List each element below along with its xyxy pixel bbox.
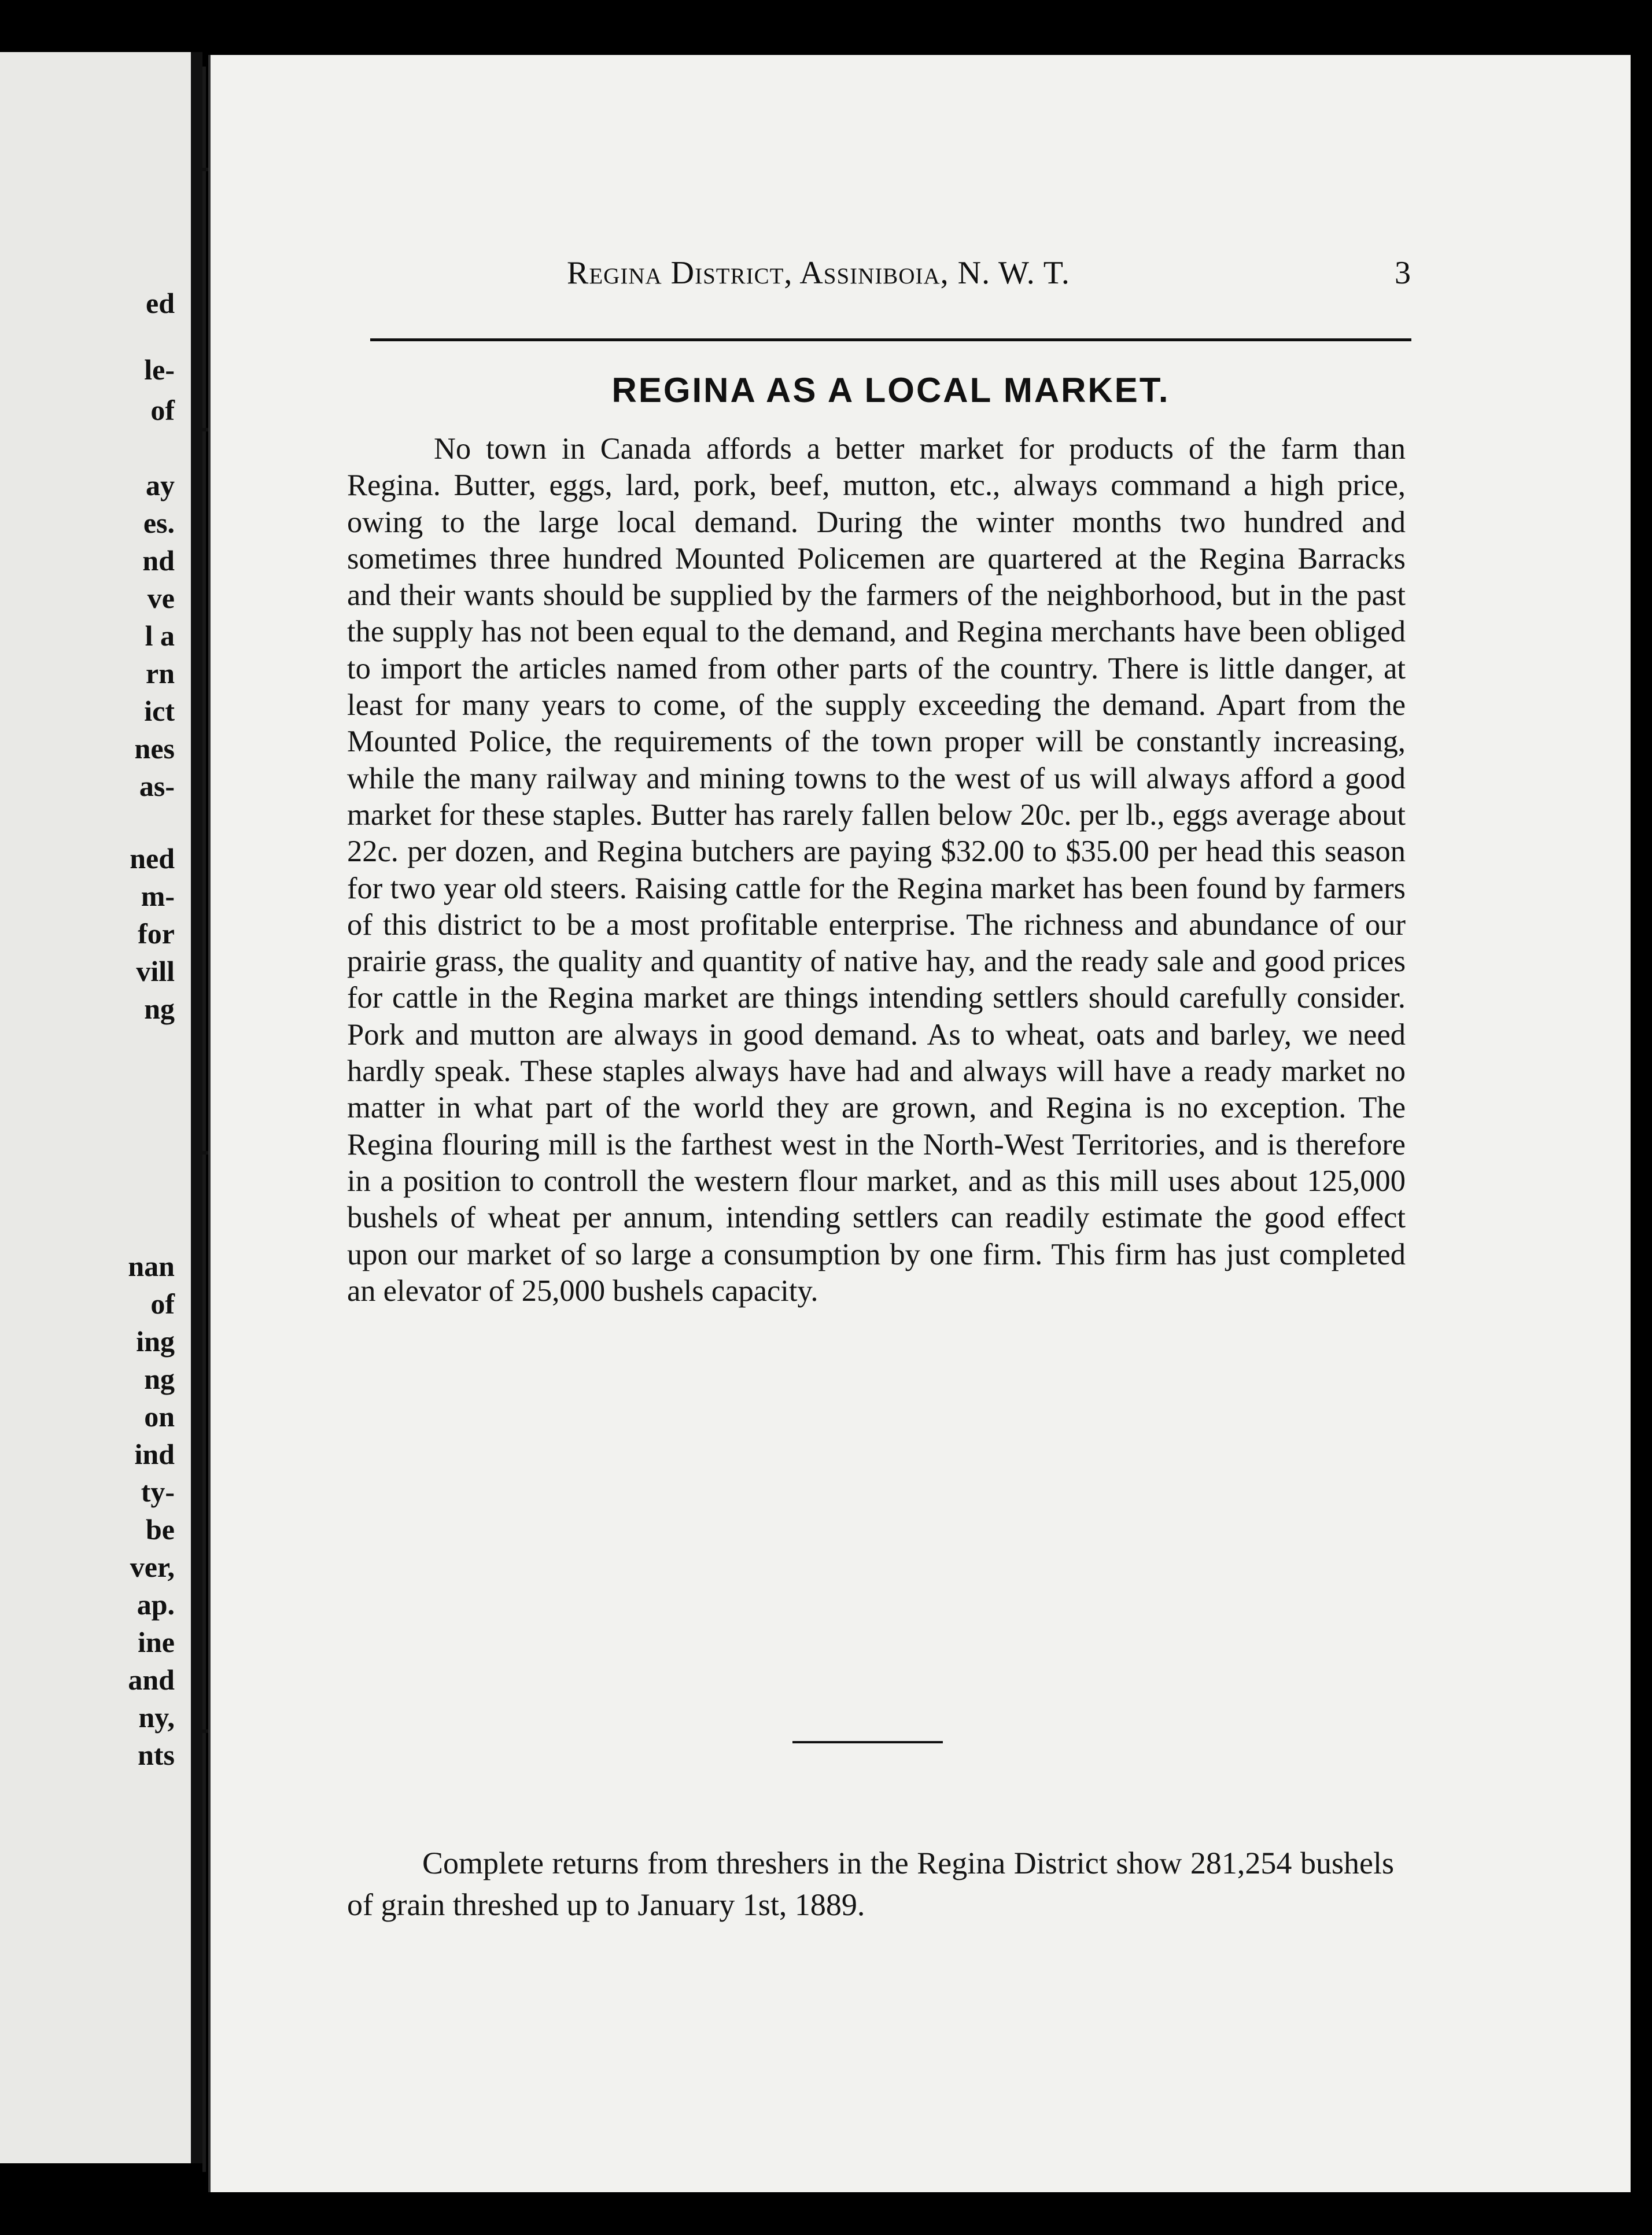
facing-page-fragment: ay — [146, 469, 175, 501]
facing-page-fragment: ng — [144, 1363, 175, 1395]
facing-page-fragment: nd — [142, 544, 175, 577]
facing-page-fragment: ed — [146, 287, 175, 319]
header-rule — [370, 338, 1411, 341]
facing-page-fragment: ine — [138, 1626, 175, 1658]
facing-page-fragment: nes — [134, 732, 175, 765]
facing-page-fragment: m- — [141, 880, 175, 912]
facing-page-fragment: ap. — [137, 1588, 175, 1621]
facing-page-fragment: on — [144, 1400, 175, 1433]
facing-page-fragment: ned — [130, 842, 175, 875]
facing-page-fragment: as- — [139, 770, 175, 802]
facing-page-edge — [0, 52, 191, 2163]
facing-page-fragment: ty- — [141, 1476, 175, 1508]
facing-page-fragment: ver, — [130, 1551, 175, 1583]
body-paragraph: No town in Canada affords a better market for products of the farm than Regina. Butter, eggs, lard, pork, beef, mutton, etc., always command a high price, owing to the large local demand. During the winter months two hundred and sometimes three hundred Mounted Policemen are quartered at the Regina Barracks and their wants should be supplied by the farmers of the neighborhood, but in the past the supply has not been equal to the demand, and Regina merchants have been obliged to import the articles named from other parts of the country. There is little danger, at least for many years to come, of the supply exceeding the demand. Apart from the Mounted Police, the requirements of the town proper will be constantly increasing, while the many railway and mining towns to the west of us will always afford a good market for these staples. Butter has rarely fallen below 20c. per lb., eggs average about 22c. per dozen, and Regina butchers are paying $32.00 to $35.00 per head this season for two year old steers. Raising cattle for the Regina market has been found by farmers of this district to be a most profitable enterprise. The richness and abundance of our prairie grass, the quality and quantity of native hay, and the ready sale and good prices for cattle in the Regina market are things intending settlers should carefully consider. Pork and mutton are always in good demand. As to wheat, oats and barley, we need hardly speak. These staples always have had and always will have a ready market no matter in what part of the world they are grown, and Regina is no exception. The Regina flouring mill is the farthest west in the North-West Territories, and is therefore in a position to controll the western flour market, and as this mill uses about 125,000 bushels of wheat per annum, intending settlers can readily estimate the good effect upon our market of so large a consumption by one firm. This firm has just completed an elevator of 25,000 bushels capacity. — [347, 432, 1406, 1308]
footnote-paragraph: Complete returns from threshers in the Regina District show 281,254 bushels of grain threshed up to January 1st, 1889. — [347, 1846, 1394, 1922]
facing-page-fragment: l a — [145, 619, 175, 652]
separator-rule — [792, 1741, 943, 1743]
facing-page-fragment: ng — [144, 993, 175, 1025]
facing-page-fragment: ict — [144, 695, 175, 727]
section-title: REGINA AS A LOCAL MARKET. — [611, 371, 1170, 410]
facing-page-fragment: le- — [144, 353, 175, 386]
facing-page-fragment: ind — [134, 1438, 175, 1470]
facing-page-fragment: ny, — [138, 1701, 175, 1734]
page-number: 3 — [1395, 255, 1411, 291]
facing-page-fragment: of — [150, 394, 175, 426]
facing-page-fragment: vill — [136, 955, 175, 987]
binding-gutter — [191, 52, 202, 2163]
facing-page-fragment: es. — [143, 507, 175, 539]
facing-page-fragment: for — [138, 917, 175, 950]
binding-stitch-line — [202, 67, 206, 2172]
facing-page-fragment: of — [150, 1288, 175, 1320]
facing-page-fragment: rn — [146, 657, 175, 689]
facing-page-fragment: nts — [138, 1739, 175, 1771]
facing-page-fragment: be — [146, 1513, 175, 1546]
facing-page-fragment: ing — [136, 1325, 175, 1358]
facing-page-fragment: nan — [128, 1250, 175, 1282]
running-head-title: Regina District, Assiniboia, N. W. T. — [567, 255, 1070, 291]
facing-page-fragment: ve — [147, 582, 175, 614]
facing-page-fragment: and — [128, 1664, 175, 1696]
